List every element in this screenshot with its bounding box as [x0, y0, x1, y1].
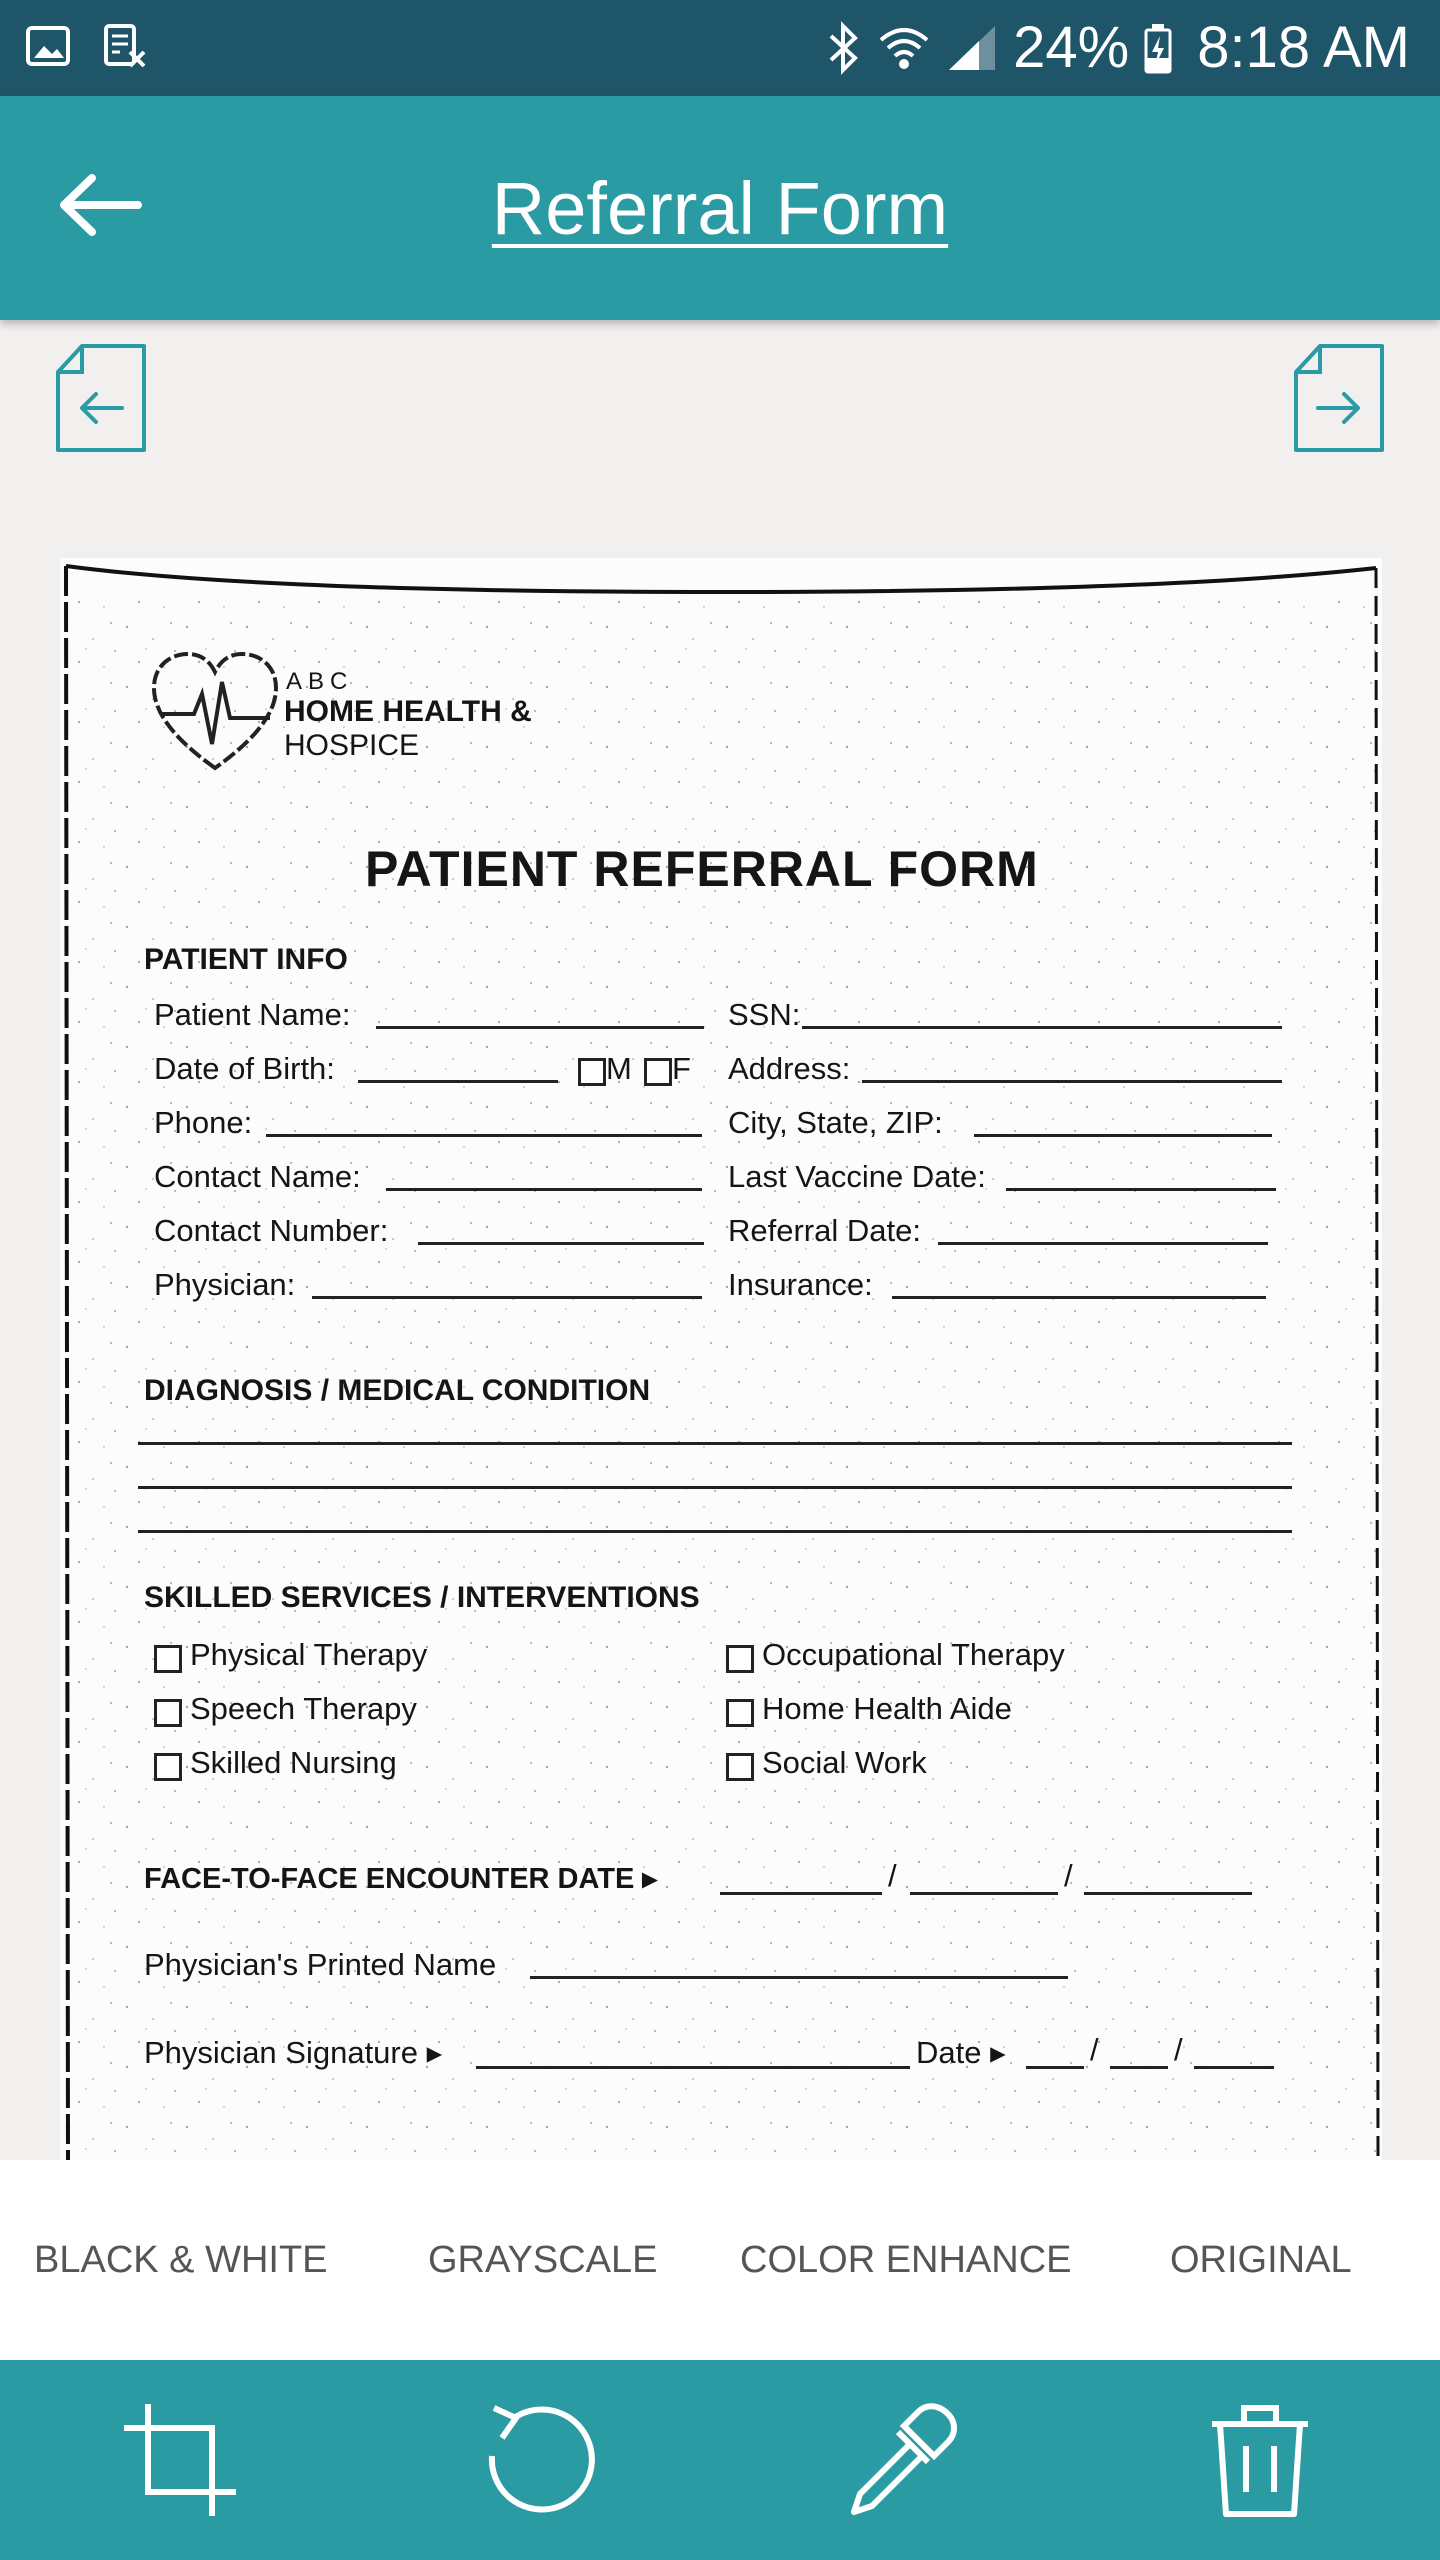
- scanned-document: [60, 558, 1382, 2160]
- checkbox-occupational-therapy[interactable]: [726, 1645, 754, 1673]
- logo-home-health: HOME HEALTH &: [284, 695, 532, 728]
- signal-icon: [945, 20, 999, 76]
- gallery-icon: [24, 22, 72, 70]
- service-speech-therapy: Speech Therapy: [190, 1691, 417, 1726]
- field-phone: Phone:: [154, 1105, 253, 1140]
- field-patient-name: Patient Name:: [154, 997, 351, 1032]
- field-city-state-zip: City, State, ZIP:: [728, 1105, 943, 1140]
- filter-color-enhance[interactable]: COLOR ENHANCE: [740, 2239, 1072, 2281]
- form-title: PATIENT REFERRAL FORM: [365, 841, 1039, 897]
- encounter-date-label: FACE-TO-FACE ENCOUNTER DATE ▸: [144, 1863, 657, 1895]
- checkbox-physical-therapy[interactable]: [154, 1645, 182, 1673]
- status-bar: [0, 0, 1440, 96]
- signature-date-label: Date ▸: [916, 2035, 1006, 2070]
- logo-hospice: HOSPICE: [284, 729, 420, 762]
- signature-label: Physician Signature ▸: [144, 2035, 443, 2070]
- eyedropper-icon[interactable]: [840, 2400, 960, 2520]
- scan-noise: [60, 558, 1382, 2160]
- logo-abc: ABC: [286, 668, 354, 695]
- encounter-date-slash-2: /: [1064, 1858, 1073, 1893]
- encounter-date-slash-1: /: [888, 1858, 897, 1893]
- checkbox-speech-therapy[interactable]: [154, 1699, 182, 1727]
- rotate-icon[interactable]: [480, 2400, 600, 2520]
- service-occupational-therapy: Occupational Therapy: [762, 1637, 1065, 1672]
- filter-bar: [0, 2160, 1440, 2360]
- page-title: Referral Form: [491, 167, 949, 250]
- sex-male-label: M: [606, 1051, 632, 1086]
- printed-name-label: Physician's Printed Name: [144, 1947, 497, 1982]
- checkbox-skilled-nursing[interactable]: [154, 1753, 182, 1781]
- battery-percentage: 24%: [1013, 15, 1130, 80]
- next-page-icon[interactable]: [1290, 342, 1388, 454]
- delete-icon[interactable]: [1200, 2400, 1320, 2520]
- patient-info-heading: PATIENT INFO: [144, 943, 348, 976]
- services-heading: SKILLED SERVICES / INTERVENTIONS: [144, 1581, 700, 1614]
- field-last-vaccine-date: Last Vaccine Date:: [728, 1159, 986, 1194]
- battery-charging-icon: [1143, 20, 1173, 76]
- clock: 8:18 AM: [1197, 15, 1410, 80]
- field-contact-name: Contact Name:: [154, 1159, 361, 1194]
- field-referral-date: Referral Date:: [728, 1213, 921, 1248]
- app-bar: [0, 96, 1440, 320]
- filter-black-white[interactable]: BLACK & WHITE: [34, 2239, 328, 2281]
- bottom-toolbar: [0, 2360, 1440, 2560]
- field-date-of-birth: Date of Birth:: [154, 1051, 335, 1086]
- field-ssn: SSN:: [728, 997, 801, 1032]
- wifi-icon: [877, 20, 931, 76]
- bluetooth-icon: [823, 20, 863, 76]
- field-physician: Physician:: [154, 1267, 296, 1302]
- checkbox-female[interactable]: [644, 1058, 672, 1086]
- diagnosis-heading: DIAGNOSIS / MEDICAL CONDITION: [144, 1374, 651, 1407]
- service-home-health-aide: Home Health Aide: [762, 1691, 1012, 1726]
- checkbox-social-work[interactable]: [726, 1753, 754, 1781]
- service-social-work: Social Work: [762, 1745, 927, 1780]
- checkbox-male[interactable]: [578, 1058, 606, 1086]
- sex-female-label: F: [672, 1051, 691, 1086]
- filter-original[interactable]: ORIGINAL: [1170, 2239, 1352, 2281]
- screenshot-icon: [100, 22, 148, 70]
- service-skilled-nursing: Skilled Nursing: [190, 1745, 397, 1780]
- filter-grayscale[interactable]: GRAYSCALE: [428, 2239, 658, 2281]
- field-contact-number: Contact Number:: [154, 1213, 389, 1248]
- checkbox-home-health-aide[interactable]: [726, 1699, 754, 1727]
- signature-date-slash-2: /: [1174, 2032, 1183, 2067]
- crop-icon[interactable]: [120, 2400, 240, 2520]
- heart-logo-icon: [150, 648, 280, 778]
- service-physical-therapy: Physical Therapy: [190, 1637, 428, 1672]
- previous-page-icon[interactable]: [52, 342, 150, 454]
- field-insurance: Insurance:: [728, 1267, 873, 1302]
- field-address: Address:: [728, 1051, 851, 1086]
- signature-date-slash-1: /: [1090, 2032, 1099, 2067]
